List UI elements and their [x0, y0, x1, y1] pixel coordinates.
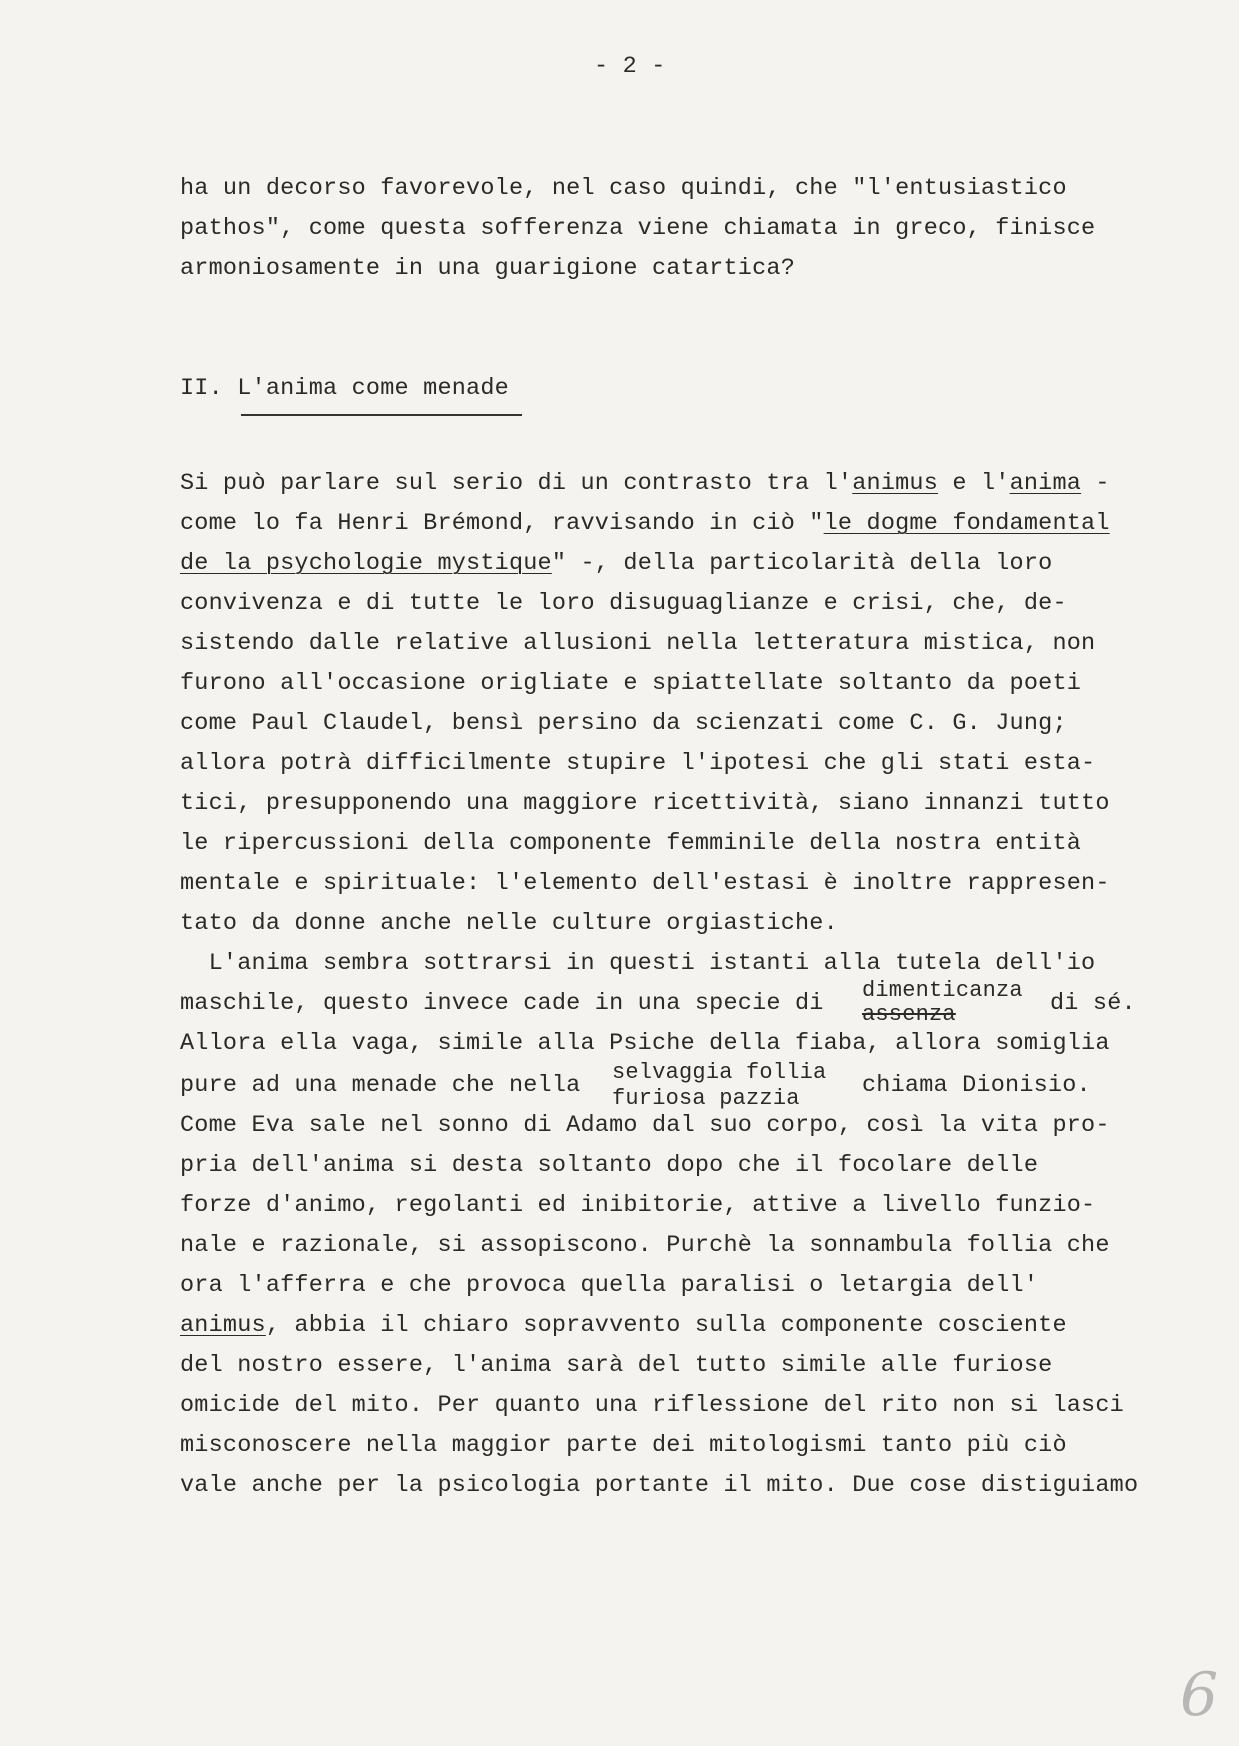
para1-line-6: furono all'occasione origliate e spiattellate soltanto da poeti — [180, 670, 1082, 697]
para1-line-4: convivenza e di tutte le loro disuguaglianze e crisi, che, de- — [180, 590, 1067, 617]
underlined-quote: de la psychologie mystique — [180, 550, 552, 577]
para2-line-5: Come Eva sale nel sonno di Adamo dal suo corpo, così la vita pro- — [180, 1112, 1110, 1139]
text: Si può parlare sul serio di un contrasto tra l' — [180, 470, 853, 497]
para2-line-9: ora l'afferra e che provoca quella paralisi o letargia dell' — [180, 1272, 1039, 1299]
intro-line-2: pathos", come questa sofferenza viene chiamata in greco, finisce — [180, 215, 1096, 242]
para1-line-8: allora potrà difficilmente stupire l'ipotesi che gli stati esta- — [180, 750, 1096, 777]
para2-line-1: L'anima sembra sottrarsi in questi istanti alla tutela dell'io — [180, 950, 1096, 977]
alternative-top: selvaggia follia — [612, 1060, 827, 1085]
para1-line-5: sistendo dalle relative allusioni nella letteratura mistica, non — [180, 630, 1096, 657]
para2-line-10 — [180, 1311, 1067, 1341]
para2-line-14: vale anche per la psicologia portante il mito. Due cose distiguiamo — [180, 1472, 1139, 1499]
para2-line-4-end: chiama Dionisio. — [862, 1072, 1091, 1099]
heading-underline — [241, 414, 522, 416]
text: come lo fa Henri Brémond, ravvisando in ciò " — [180, 510, 824, 537]
inserted-word: dimenticanza — [862, 978, 1023, 1003]
underlined-animus: animus — [852, 470, 939, 497]
text: , abbia il chiaro sopravvento sulla componente cosciente — [265, 1312, 1067, 1339]
page-number: - 2 - — [594, 53, 666, 80]
intro-line-1: ha un decorso favorevole, nel caso quindi, che "l'entusiastico — [180, 175, 1067, 202]
para2-line-11: del nostro essere, l'anima sarà del tutto simile alle furiose — [180, 1352, 1053, 1379]
text: - — [1081, 470, 1110, 497]
section-heading: II. L'anima come menade — [180, 375, 509, 402]
alternative-bottom: furiosa pazzia — [612, 1086, 800, 1111]
para1-line-10: le ripercussioni della componente femminile della nostra entità — [180, 830, 1082, 857]
text: " -, della particolarità della loro — [551, 550, 1053, 577]
pencil-page-mark: 6 — [1180, 1660, 1219, 1730]
struck-word: assenza — [862, 1002, 956, 1027]
intro-line-3: armoniosamente in una guarigione catartica? — [180, 255, 795, 282]
text: e l' — [938, 470, 1010, 497]
para2-line-2: maschile, questo invece cade in una specie di — [180, 990, 824, 1017]
para1-line-11: mentale e spirituale: l'elemento dell'estasi è inoltre rappresen- — [180, 870, 1110, 897]
para1-line-3 — [180, 549, 1052, 579]
para2-line-2-end: di sé. — [1050, 990, 1136, 1017]
para1-line-2 — [180, 509, 1110, 539]
underlined-anima: anima — [1009, 470, 1082, 497]
para2-line-8: nale e razionale, si assopiscono. Purchè la sonnambula follia che — [180, 1232, 1110, 1259]
para2-line-13: misconoscere nella maggior parte dei mitologismi tanto più ciò — [180, 1432, 1067, 1459]
underlined-quote: le dogme fondamental — [823, 510, 1110, 537]
underlined-animus: animus — [180, 1312, 266, 1339]
para2-line-4: pure ad una menade che nella — [180, 1072, 581, 1099]
para2-line-6: pria dell'anima si desta soltanto dopo che il focolare delle — [180, 1152, 1039, 1179]
para2-line-12: omicide del mito. Per quanto una riflessione del rito non si lasci — [180, 1392, 1124, 1419]
para2-line-3: Allora ella vaga, simile alla Psiche della fiaba, allora somiglia — [180, 1030, 1110, 1057]
para1-line-12: tato da donne anche nelle culture orgiastiche. — [180, 910, 838, 937]
para1-line-7: come Paul Claudel, bensì persino da scienzati come C. G. Jung; — [180, 710, 1067, 737]
para1-line-9: tici, presupponendo una maggiore ricettività, siano innanzi tutto — [180, 790, 1110, 817]
para2-line-7: forze d'animo, regolanti ed inibitorie, attive a livello funzio- — [180, 1192, 1096, 1219]
para1-line-1 — [180, 469, 1110, 499]
